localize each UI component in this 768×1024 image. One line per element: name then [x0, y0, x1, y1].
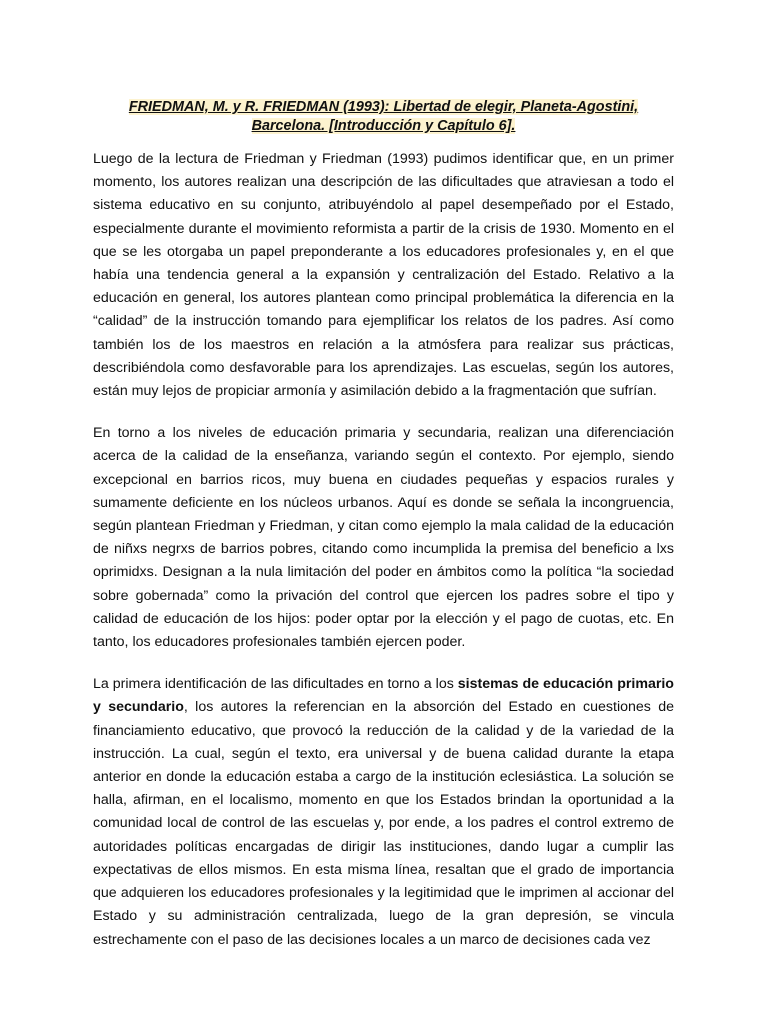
document-body [93, 98, 674, 971]
paragraph-3-rest: , los autores la referencian en la absorción del Estado en cuestiones de financiamiento educativo, que provocó la reducción de la calidad y de la variedad de la instrucción. La cual, según el texto, era universal y de buena calidad durante la etapa anterior en donde la educación estaba a cargo de la institución eclesiástica. La solución se halla, afirman, en el localismo, momento en que los Estados brindan la oportunidad a la comunidad local de control de las escuelas y, por ende, a los padres el control extremo de autoridades políticas encargadas de dirigir las instituciones, dando lugar a cumplir las expectativas de ellos mismos. En esta misma línea, resaltan que el grado de importancia que adquieren los educadores profesionales y la legitimidad que le imprimen al accionar del Estado y su administración centralizada, luego de la gran depresión, se vincula estrechamente con el paso de las decisiones locales a un marco de decisiones cada vez [93, 699, 674, 948]
title-line-2: Barcelona. [Introducción y Capítulo 6]. [251, 118, 516, 134]
title-line-1: FRIEDMAN, M. y R. FRIEDMAN (1993): Libertad de elegir, Planeta-Agostini, [128, 99, 639, 115]
document-title [93, 98, 674, 136]
paragraph-3 [93, 673, 674, 951]
paragraph-1: Luego de la lectura de Friedman y Friedman (1993) pudimos identificar que, en un primer momento, los autores realizan una descripción de las dificultades que atraviesan a todo el sistema educativo en su conjunto, atribuyéndolo al papel desempeñado por el Estado, especialmente durante el movimiento reformista a partir de la crisis de 1930. Momento en el que se les otorgaba un papel preponderante a los educadores profesionales y, en el que había una tendencia general a la expansión y centralización del Estado. Relativo a la educación en general, los autores plantean como principal problemática la diferencia en la “calidad” de la instrucción tomando para ejemplificar los relatos de los padres. Así como también los de los maestros en relación a la atmósfera para realizar sus prácticas, describiéndola como desfavorable para los aprendizajes. Las escuelas, según los autores, están muy lejos de propiciar armonía y asimilación debido a la fragmentación que sufrían. [93, 151, 674, 400]
paragraph-2: En torno a los niveles de educación primaria y secundaria, realizan una diferenciación acerca de la calidad de la enseñanza, variando según el contexto. Por ejemplo, siendo excepcional en barrios ricos, muy buena en ciudades pequeñas y espacios rurales y sumamente deficiente en los núcleos urbanos. Aquí es donde se señala la incongruencia, según plantean Friedman y Friedman, y citan como ejemplo la mala calidad de la educación de niñxs negrxs de barrios pobres, citando como incumplida la premisa del beneficio a lxs oprimidxs. Designan a la nula limitación del poder en ámbitos como la política “la sociedad sobre gobernada” como la privación del control que ejercen los padres sobre el tipo y calidad de educación de los hijos: poder optar por la elección y el pago de cuotas, etc. En tanto, los educadores profesionales también ejercen poder. [93, 425, 674, 651]
paragraph-3-bold-term: sistemas de educación primario y secundario [93, 676, 674, 716]
paragraph-3-intro: La primera identificación de las dificultades en torno a los [93, 676, 458, 693]
